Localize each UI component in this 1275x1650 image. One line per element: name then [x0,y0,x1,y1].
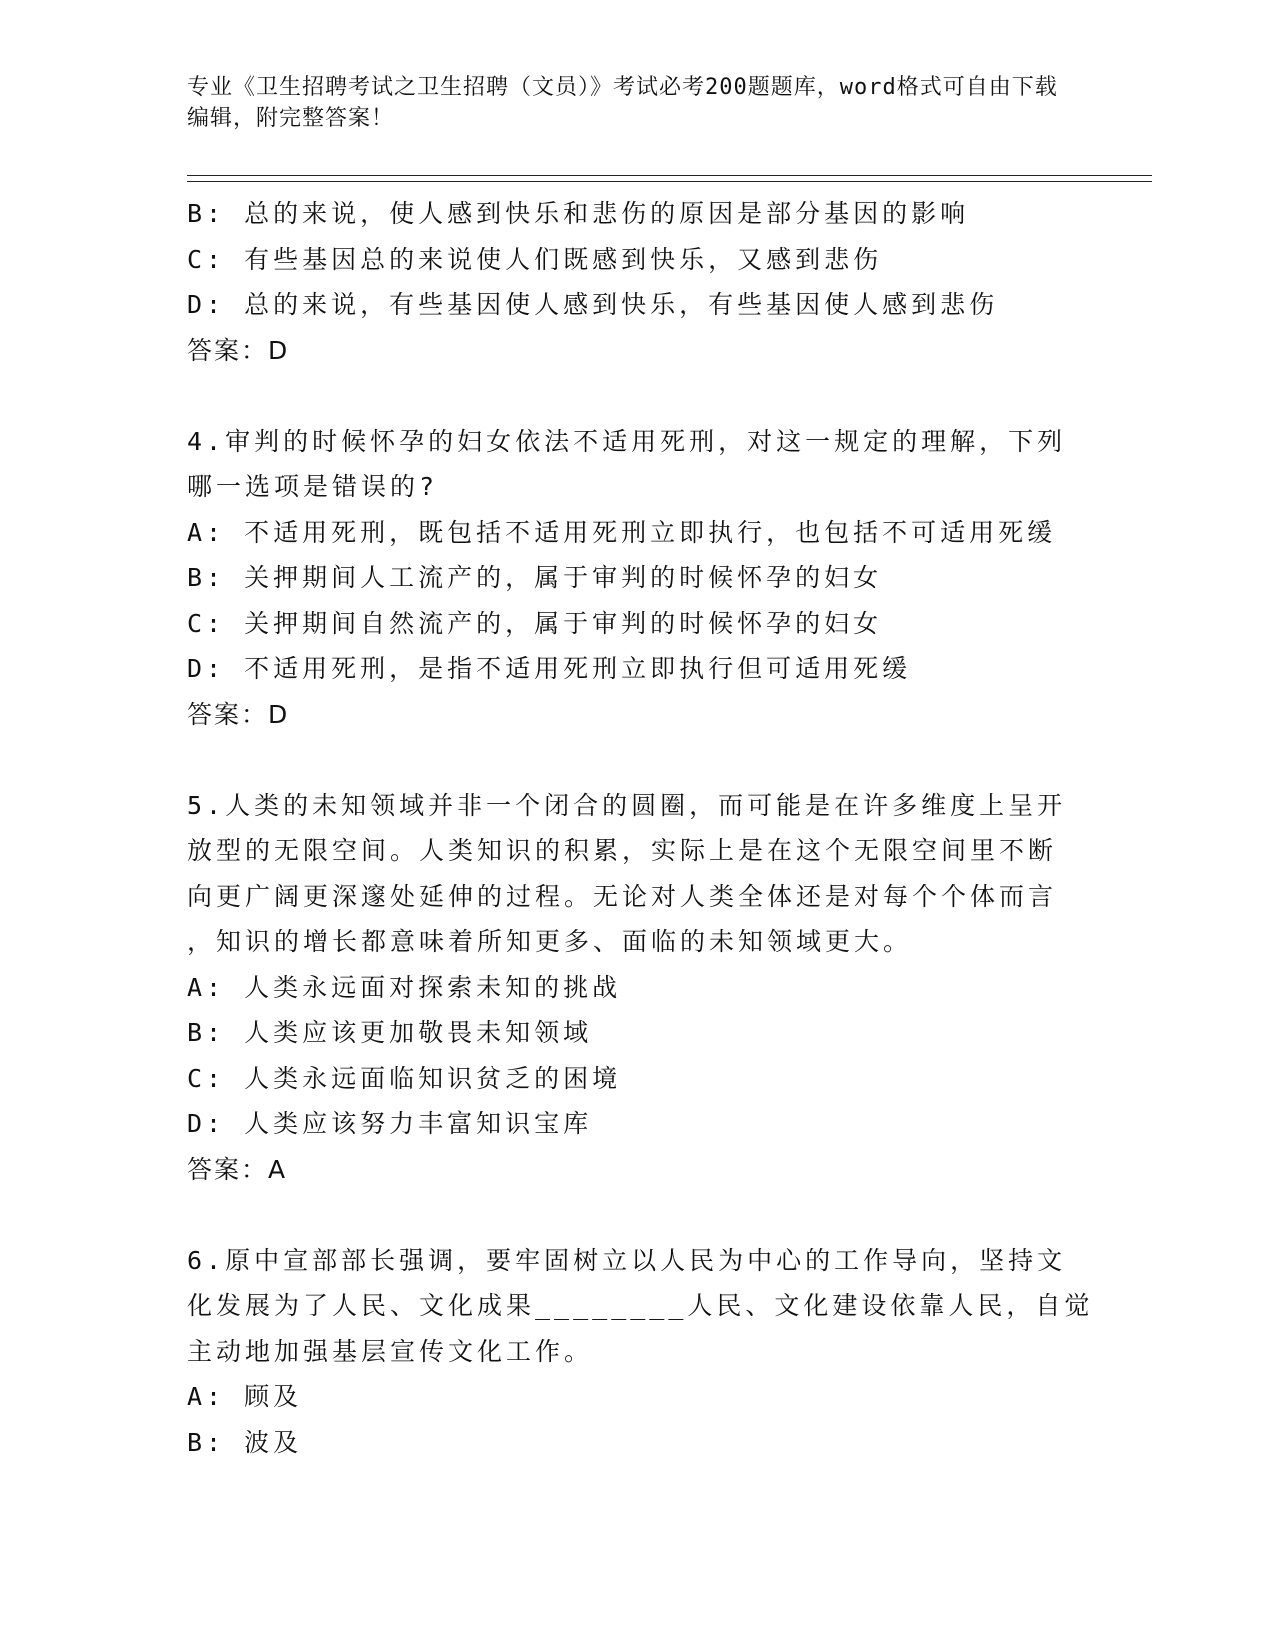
question-stem-line: 5.人类的未知领域并非一个闭合的圆圈，而可能是在许多维度上呈开 [187,790,1067,820]
header-divider-top [187,175,1152,176]
option-d: D: 人类应该努力丰富知识宝库 [187,1109,593,1138]
question-stem-line: 哪一选项是错误的? [187,472,439,501]
question-stem-line: 放型的无限空间。人类知识的积累，实际上是在这个无限空间里不断 [187,836,1058,865]
option-c: C: 有些基因总的来说使人们既感到快乐，又感到悲伤 [187,244,883,274]
option-b: B: 人类应该更加敬畏未知领域 [187,1018,593,1047]
question-4 [187,419,1067,738]
option-a: A: 不适用死刑，既包括不适用死刑立即执行，也包括不可适用死缓 [187,517,1057,547]
option-a: A: 人类永远面对探索未知的挑战 [187,972,622,1002]
option-d: D: 总的来说，有些基因使人感到快乐，有些基因使人感到悲伤 [187,290,999,319]
option-c: C: 人类永远面临知识贫乏的困境 [187,1063,622,1093]
spacer [187,1192,1067,1238]
question-stem-line: 主动地加强基层宣传文化工作。 [187,1336,594,1366]
question-stem-line: 向更广阔更深邃处延伸的过程。无论对人类全体还是对每个个体而言 [187,881,1058,911]
question-5 [187,783,1067,1193]
document-header: 专业《卫生招聘考试之卫生招聘（文员）》考试必考200题题库，word格式可自由下载编辑，附完整答案！ [187,75,1058,131]
option-b: B: 波及 [187,1427,303,1457]
option-c: C: 关押期间自然流产的，属于审判的时候怀孕的妇女 [187,608,883,638]
question-stem-line: 4.审判的时候怀孕的妇女依法不适用死刑，对这一规定的理解，下列 [187,426,1067,456]
question-3 [187,191,1067,373]
answer-label: 答案：D [187,335,290,365]
spacer [187,737,1067,783]
answer-label: 答案：D [187,699,290,729]
spacer [187,373,1067,419]
answer-label: 答案：A [187,1154,288,1184]
option-a: A: 顾及 [187,1382,303,1411]
question-6 [187,1238,1094,1466]
option-b: B: 总的来说，使人感到快乐和悲伤的原因是部分基因的影响 [187,199,970,228]
option-d: D: 不适用死刑，是指不适用死刑立即执行但可适用死缓 [187,654,912,683]
header-divider-bottom [187,181,1152,182]
question-list [187,191,1094,1465]
question-stem-line: 6.原中宣部部长强调，要牢固树立以人民为中心的工作导向，坚持文 [187,1245,1067,1275]
question-stem-line: 化发展为了人民、文化成果________人民、文化建设依靠人民，自觉 [187,1291,1094,1320]
question-stem-line: ，知识的增长都意味着所知更多、面临的未知领域更大。 [187,927,913,956]
option-b: B: 关押期间人工流产的，属于审判的时候怀孕的妇女 [187,563,883,592]
